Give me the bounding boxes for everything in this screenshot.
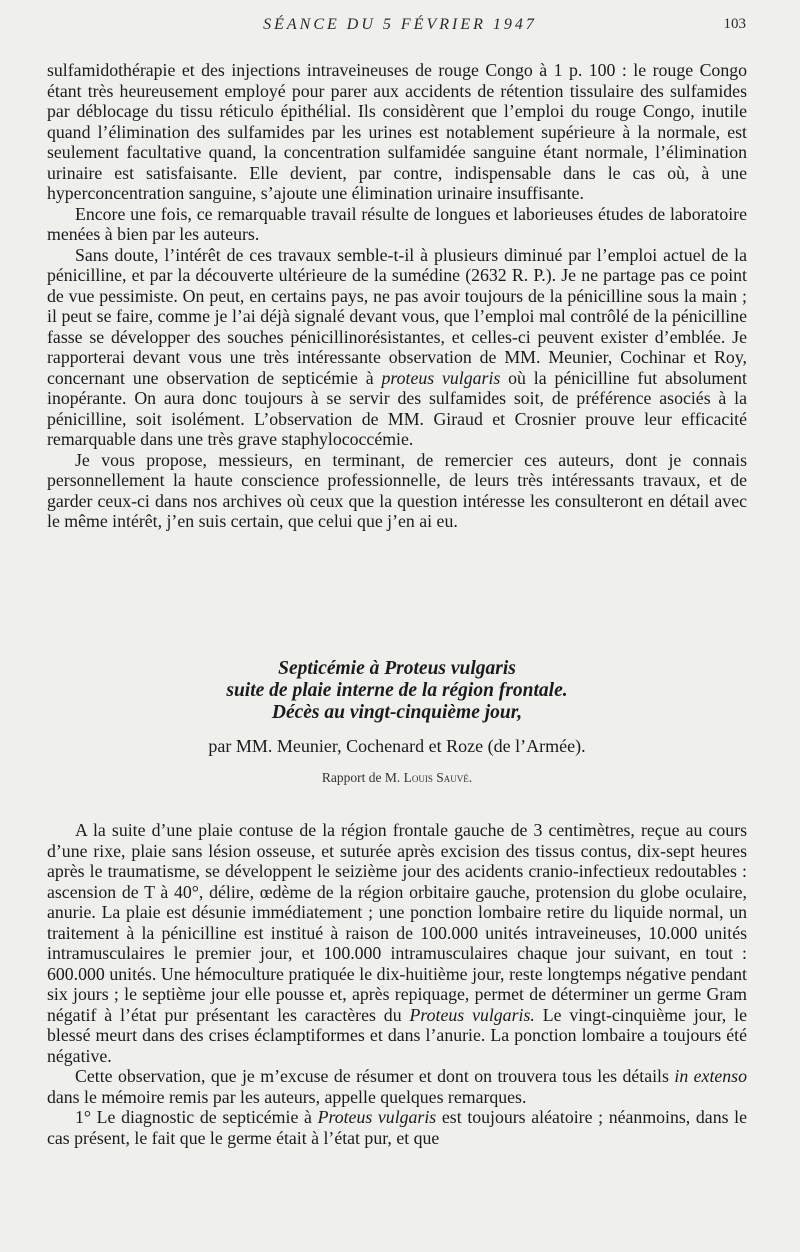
authors-et: et xyxy=(424,736,447,756)
rapport-suffix: . xyxy=(468,770,473,785)
rapport-prefix: Rapport de M. xyxy=(321,770,404,785)
text-run: Sans doute, l’intérêt de ces travaux semble-t-il à plusieurs diminué par l’emploi actuel de la pénicilline, et par la découverte ultérieure de la sumédine (2632 R. P.). Je ne partage pas ce point de vue pessimiste. On peut, en certains pays, ne pas avoir toujours de la pénicilline sous la main ; il peut se faire, comme je l’ai déjà signalé devant vous, que l’emploi mal contrôlé de la pénicilline fasse se développer des souches pénicillinorésistantes, et celles-ci peuvent exister d’emblée. Je rapporterai devant vous une très intéressante observation de MM. Meunier, Cochinar et Roy, concernant une observation de septicémie à xyxy=(47,244,747,388)
paragraph xyxy=(47,1107,747,1148)
running-header xyxy=(0,16,800,38)
authors-names: Meunier, Cochenard xyxy=(276,736,425,756)
paragraph: Encore une fois, ce remarquable travail résulte de longues et laborieuses études de laboratoire menées à bien par les auteurs. xyxy=(47,203,747,244)
paragraph xyxy=(47,245,747,450)
authors-prefix: par MM. xyxy=(208,736,277,756)
italic-term: in extenso xyxy=(674,1066,747,1086)
article-body-text xyxy=(47,820,747,1148)
rapporteur-line xyxy=(47,769,747,787)
italic-term: Proteus vulgaris. xyxy=(409,1004,535,1025)
article-title-line-1: Septicémie à Proteus vulgaris xyxy=(278,658,516,679)
paragraph: sulfamidothérapie et des injections intraveineuses de rouge Congo à 1 p. 100 : le rouge Congo étant très heureusement employé pour parer aux accidents de rétention tissulaire des sulfamides par déblocage du tissu réticulo épithélial. Ils considèrent que l’emploi du rouge Congo, inutile quand l’élimination des sulfamides par les urines est notablement supérieure à la normale, est seulement facultative quand, la concentration sulfamidée sanguine étant normale, l’élimination urinaire est satisfaisante. Elle devient, par contre, indispensable dans le cas où, à une hyperconcentration sanguine, s’ajoute une élimination urinaire insuffisante. xyxy=(47,60,747,203)
authors-suffix: (de l’Armée). xyxy=(483,736,586,756)
italic-term: Proteus vulgaris xyxy=(317,1107,437,1127)
text-run: Cette observation, que je m’excuse de résumer et dont on trouvera tous les détails xyxy=(75,1066,675,1086)
page-number: 103 xyxy=(723,16,746,32)
text-run: A la suite d’une plaie contuse de la région frontale gauche de 3 centimètres, reçue au cours d’une rixe, plaie sans lésion osseuse, et suturée après excision des tissus contus, dix-sept heures après le traumatisme, se développent le seizième jour des acidents cranio-infectieux redoutables : ascension de T à 40°, délire, œdème de la région orbitaire gauche, protension du globe oculaire, anurie. La plaie est désunie immédiatement ; une ponction lombaire retire du liquide normal, un traitement à la pénicilline est institué à raison de 100.000 unités intraveineuses, 10.000 unités intramusculaires le premier jour, et 100.000 intramusculaires chaque jour suivant, en tout : 600.000 unités. Une hémoculture pratiquée le dix-huitième jour, reste longtemps négative pendant six jours ; le septième jour elle pousse et, après repiquage, permet de déterminer un germe Gram négatif à l’état pur présentant les caractères du xyxy=(47,820,747,1025)
article-title-line-2: suite de plaie interne de la région frontale. xyxy=(226,680,568,701)
text-run: dans le mémoire remis par les auteurs, appelle quelques remarques. xyxy=(47,1086,527,1107)
italic-term: proteus vulgaris xyxy=(381,367,501,388)
article-authors xyxy=(47,735,747,757)
paragraph: Je vous propose, messieurs, en terminant, de remercier ces auteurs, dont je connais personnellement la haute conscience professionnelle, de leurs très intéressants travaux, et de garder ceux-ci dans nos archives où ceux que la question intéresse les consulteront en détail avec le même intérêt, j’en suis certain, que celui que j’en ai eu. xyxy=(47,449,747,531)
text-run: Le vingt-cinquième jour, le blessé meurt dans des crises éclamptiformes et dans l’anurie. La ponction lombaire a toujours été négative. xyxy=(47,1004,747,1066)
rapporteur-name: Louis Sauvé xyxy=(403,770,469,785)
text-run: est toujours aléatoire ; néanmoins, dans le cas présent, le fait que le germe était à l’état pur, et que xyxy=(47,1107,748,1148)
text-run: où la pénicilline fut absolument inopérante. On aura donc toujours à se servir des sulfamides soit, de préférence asociés à la pénicilline, soit isolément. L’observation de MM. Giraud et Crosnier prouve leur efficacité remarquable dans une très grave staphylococcémie. xyxy=(47,367,747,449)
previous-report-text xyxy=(47,60,747,532)
paragraph xyxy=(47,1066,747,1107)
paragraph xyxy=(47,820,747,1066)
running-title: SÉANCE DU 5 FÉVRIER 1947 xyxy=(263,16,537,33)
text-run: 1° Le diagnostic de septicémie à xyxy=(75,1107,318,1127)
authors-last: Roze xyxy=(446,736,484,756)
article-title-block xyxy=(47,658,747,787)
article-title-line-3: Décès au vingt-cinquième jour, xyxy=(271,702,523,723)
